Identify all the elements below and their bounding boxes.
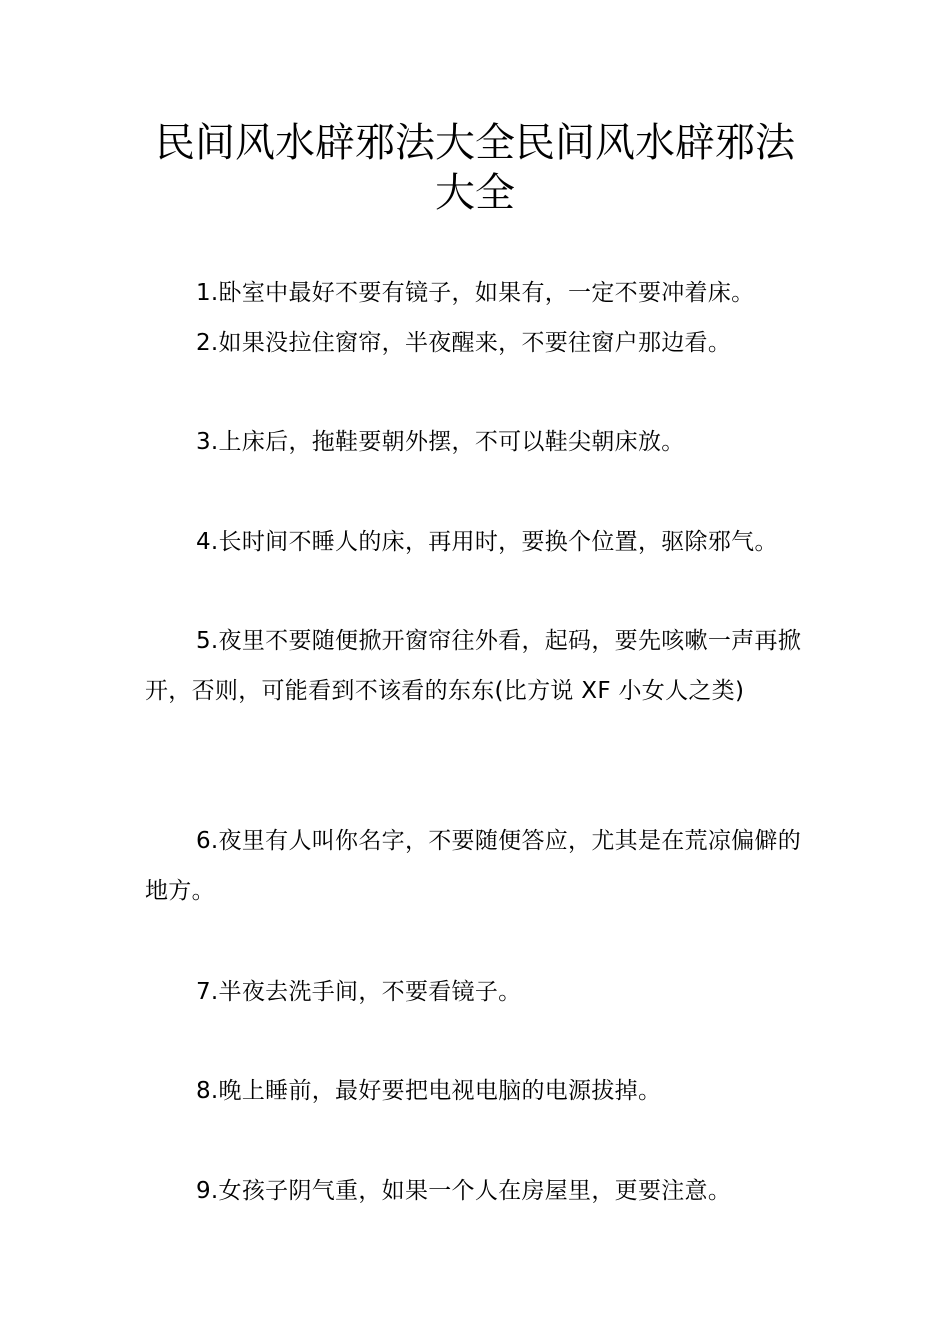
- paragraph-5: 5.夜里不要随便掀开窗帘往外看，起码，要先咳嗽一声再掀开，否则，可能看到不该看的东东(比方说 XF 小女人之类): [145, 628, 802, 704]
- paragraph-4: 4.长时间不睡人的床，再用时，要换个位置，驱除邪气。: [196, 529, 778, 555]
- paragraph-7: 7.半夜去洗手间，不要看镜子。: [196, 979, 522, 1005]
- paragraph-8: 8.晚上睡前，最好要把电视电脑的电源拔掉。: [196, 1078, 662, 1104]
- document-title: 民间风水辟邪法大全民间风水辟邪法大全: [155, 120, 795, 216]
- paragraph-2: 2.如果没拉住窗帘，半夜醒来，不要往窗户那边看。: [196, 330, 732, 356]
- paragraph-6: 6.夜里有人叫你名字，不要随便答应，尤其是在荒凉偏僻的地方。: [145, 828, 802, 904]
- paragraph-3: 3.上床后，拖鞋要朝外摆，不可以鞋尖朝床放。: [196, 429, 685, 455]
- paragraph-1: 1.卧室中最好不要有镜子，如果有，一定不要冲着床。: [196, 280, 755, 306]
- paragraph-9: 9.女孩子阴气重，如果一个人在房屋里，更要注意。: [196, 1178, 732, 1204]
